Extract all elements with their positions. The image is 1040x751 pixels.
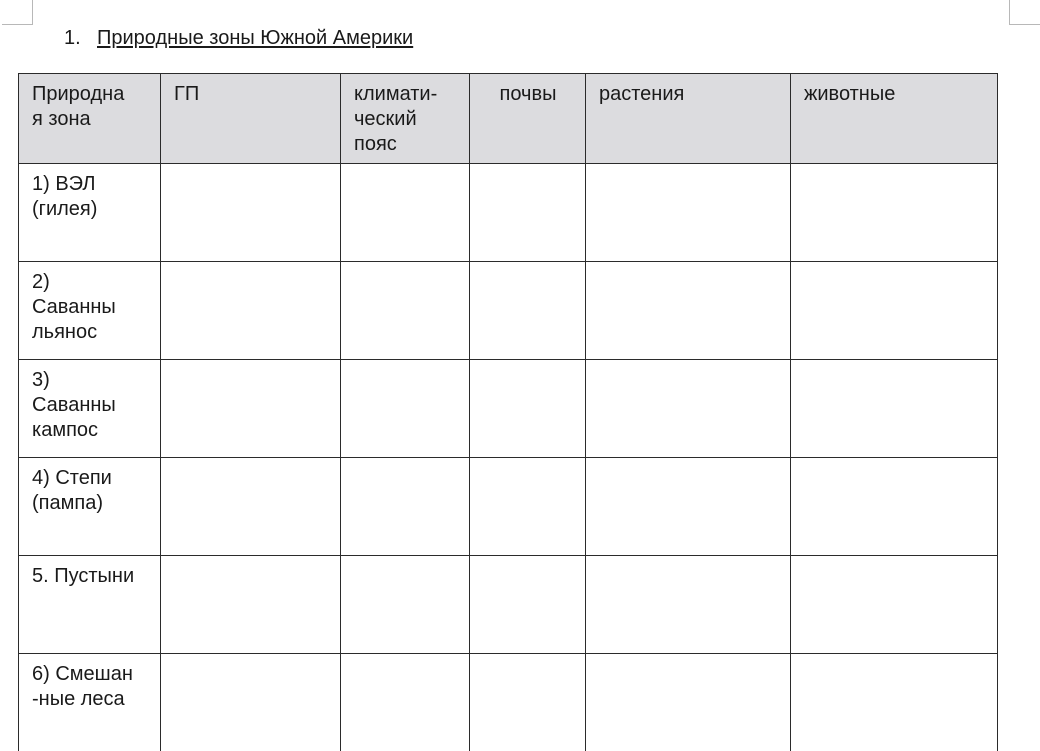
- header-soils: почвы: [470, 74, 586, 164]
- page-corner-mark-left: [2, 0, 33, 25]
- empty-cell: [586, 262, 791, 360]
- table-row: [19, 458, 998, 556]
- empty-cell: [161, 654, 341, 751]
- empty-cell: [161, 164, 341, 262]
- empty-cell: [586, 458, 791, 556]
- empty-cell: [341, 458, 470, 556]
- empty-cell: [791, 556, 998, 654]
- zone-cell: 1) ВЭЛ (гилея): [19, 164, 161, 262]
- natural-zones-table: [18, 73, 998, 751]
- page-heading: [64, 26, 413, 50]
- empty-cell: [341, 164, 470, 262]
- empty-cell: [470, 458, 586, 556]
- empty-cell: [791, 164, 998, 262]
- header-geographic-position: ГП: [161, 74, 341, 164]
- empty-cell: [341, 262, 470, 360]
- table-row: [19, 654, 998, 751]
- empty-cell: [470, 262, 586, 360]
- empty-cell: [791, 654, 998, 751]
- empty-cell: [791, 360, 998, 458]
- empty-cell: [470, 654, 586, 751]
- header-natural-zone: Природна я зона: [19, 74, 161, 164]
- zone-cell: 4) Степи (пампа): [19, 458, 161, 556]
- header-plants: растения: [586, 74, 791, 164]
- table-row: [19, 556, 998, 654]
- zone-cell: 2) Саванны льянос: [19, 262, 161, 360]
- table-row: [19, 164, 998, 262]
- empty-cell: [791, 262, 998, 360]
- heading-number: 1.: [64, 27, 81, 49]
- empty-cell: [470, 360, 586, 458]
- empty-cell: [586, 164, 791, 262]
- empty-cell: [341, 360, 470, 458]
- empty-cell: [161, 262, 341, 360]
- empty-cell: [161, 360, 341, 458]
- empty-cell: [586, 654, 791, 751]
- table-header-row: [19, 74, 998, 164]
- empty-cell: [341, 556, 470, 654]
- heading-title: Природные зоны Южной Америки: [97, 27, 414, 49]
- empty-cell: [791, 458, 998, 556]
- empty-cell: [161, 556, 341, 654]
- empty-cell: [470, 164, 586, 262]
- zone-cell: 3) Саванны кампос: [19, 360, 161, 458]
- empty-cell: [161, 458, 341, 556]
- table-row: [19, 360, 998, 458]
- zone-cell: 5. Пустыни: [19, 556, 161, 654]
- empty-cell: [586, 556, 791, 654]
- empty-cell: [586, 360, 791, 458]
- table-row: [19, 262, 998, 360]
- zone-cell: 6) Смешан -ные леса: [19, 654, 161, 751]
- header-climate-belt: климати- ческий пояс: [341, 74, 470, 164]
- header-animals: животные: [791, 74, 998, 164]
- empty-cell: [341, 654, 470, 751]
- empty-cell: [470, 556, 586, 654]
- page-corner-mark-right: [1009, 0, 1040, 25]
